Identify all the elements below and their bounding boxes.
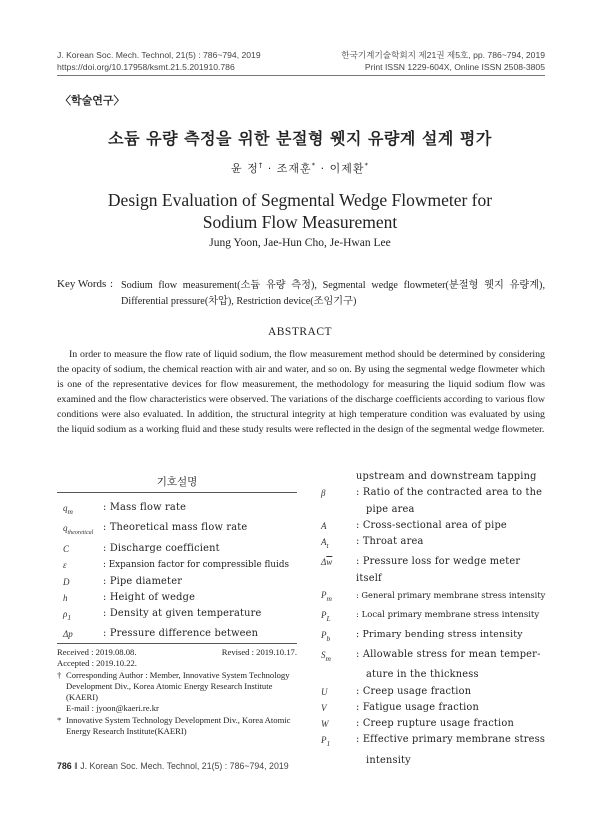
symbol-description: : Creep usage fraction [356,685,472,697]
affiliation-mark: * [311,161,317,170]
symbol-description: : Discharge coefficient [103,543,220,555]
nomenclature-row [316,502,548,518]
symbol-description: ature in the thickness [366,669,479,681]
symbol [316,753,356,769]
nomenclature-row [57,590,302,606]
symbol-description: : Pipe diameter [103,575,183,587]
symbol-description: : Primary bending stress intensity [356,629,523,641]
nomenclature-row [57,626,302,642]
footer-journal: J. Korean Soc. Mech. Technol, 21(5) : 786~794, 2019 [80,761,289,771]
symbol [316,502,356,518]
nomenclature-row [57,541,302,557]
nomenclature-row [316,716,548,732]
affiliation-mark: * [364,161,369,170]
author-1: 윤 정 [231,162,259,175]
symbol-description: : Cross-sectional area of pipe [356,519,507,531]
abstract-title: ABSTRACT [267,326,333,338]
english-title-line: Design Evaluation of Segmental Wedge Flowmeter for [107,190,493,210]
korean-title: 소듐 유량 측정을 위한 분절형 웻지 유량계 설계 평가 [108,129,492,148]
nomenclature-row [316,485,548,501]
nomenclature-row [316,587,548,607]
running-header-left [57,50,261,73]
corresponding-author-text: Corresponding Author : Member, Innovative System Technology Development Div., Korea Atomic Energy Research Institute (KAERI) [66,669,290,703]
nomenclature-row [57,574,302,590]
received-divider [57,643,297,644]
page-footer [57,761,289,771]
author-2: · 조재훈 [263,162,312,175]
symbol-description: : Expansion factor for compressible fluids [103,560,289,571]
symbol: W [321,719,329,730]
nomenclature-row [316,753,548,769]
nomenclature-row [316,700,548,716]
symbol: U [321,686,328,697]
symbol-description: : Ratio of the contracted area to the [356,487,543,499]
received-date: Received : 2019.08.08. [57,647,137,657]
symbol: $P_b$ [321,630,331,643]
page-number: 786 [57,761,72,771]
nomenclature-row [57,606,302,626]
symbol-description: : Fatigue usage fraction [356,701,480,713]
nomenclature-row [316,518,548,534]
nomenclature-row [316,684,548,700]
nomenclature-row [316,554,548,587]
english-title-line: Sodium Flow Measurement [202,212,398,232]
english-title [0,189,600,233]
issn-line: Print ISSN 1229-604X, Online ISSN 2508-3805 [364,61,545,72]
nomenclature-row [316,732,548,752]
symbol: $q_m$ [63,503,73,516]
symbol [316,469,356,485]
symbol: $P_m$ [321,589,332,603]
author-3: · 이제환 [316,162,365,175]
symbol: ε [63,560,67,571]
article-history [57,647,297,737]
symbol: $\rho_1$ [63,609,72,623]
symbol: β [321,488,326,499]
symbol: $S_m$ [321,650,331,663]
symbol: D [63,576,70,587]
journal-citation: J. Korean Soc. Mech. Technol, 21(5) : 786~794, 2019 [57,50,261,60]
running-header-right [341,50,545,73]
symbol: h [63,593,68,604]
symbol: $q_{theoretical}$ [63,523,94,536]
nomenclature-row [316,469,548,485]
symbol-description: : General primary membrane stress intensity [356,589,546,600]
symbol-description: : Pressure difference between [103,628,259,640]
symbol-description: : Effective primary membrane stress [356,734,546,746]
abstract-body: In order to measure the flow rate of liquid sodium, the flow measurement method should be determined by considering the opacity of sodium, the chemical reaction with air and water, and so on. By using the segmental wedge flowmeter which is one of the representative devices for flow measurement, the methodology for measuring the liquid sodium flow was examined and the flow characteristics were observed. The variations of the discharge coefficients according to various flow conditions were also evaluated. In addition, the structural integrity at high temperature condition was evaluated by using the liquid sodium as a working fluid and these study results were reflected in the design of the segmental wedge flowmeter. [57,349,545,435]
keywords-label: Key Words [57,278,107,290]
revised-date: Revised : 2019.10.17. [221,647,297,657]
korean-authors [0,160,600,176]
symbol-description: : Allowable stress for mean temper- [356,649,541,661]
nomenclature-row [57,500,302,520]
symbol: $P_1$ [321,735,331,749]
nomenclature-row [316,647,548,667]
symbol-description: : Height of wedge [103,592,196,604]
nomenclature-right-column [316,469,548,769]
korean-journal-citation: 한국기계기술학회지 제21권 제5호, pp. 786~794, 2019 [341,50,545,60]
nomenclature-divider [57,492,297,493]
header-divider [57,75,545,76]
doi-link[interactable]: https://doi.org/10.17958/ksmt.21.5.201910.786 [57,61,235,72]
symbol-description: : Creep rupture usage fraction [356,718,514,730]
nomenclature-row [57,520,302,541]
symbol: V [321,702,327,713]
symbol: $P_L$ [321,609,331,623]
nomenclature-row [316,667,548,683]
affiliation-text: Innovative System Technology Development Div., Korea Atomic Energy Research Institute(KAERI) [66,714,291,737]
symbol: Δp [63,629,73,640]
section-tag: 〈학술연구〉 [60,94,125,107]
nomenclature-row [57,557,302,573]
email-line[interactable]: E-mail : jyoon@kaeri.re.kr [66,703,159,714]
nomenclature-row [316,534,548,554]
symbol-description: : Throat area [356,536,424,548]
symbol-description: : Pressure loss for wedge meter itself [356,556,521,584]
symbol: $\Delta\overline{w}$ [321,557,333,568]
symbol-description: intensity [366,754,411,766]
footer-separator: ‖ [71,761,81,771]
keywords-text: Sodium flow measurement(소듐 유량 측정), Segmental wedge flowmeter(분절형 웻지 유량계), Differential pressure(차압), Restriction device(조임기구) [121,280,545,307]
symbol-description: : Theoretical mass flow rate [103,522,248,534]
symbol-description: : Mass flow rate [103,502,187,513]
symbol: C [63,544,70,555]
symbol: A [321,520,327,531]
nomenclature-row [316,627,548,647]
accepted-date: Accepted : 2019.10.22. [57,658,137,669]
symbol-description: : Density at given temperature [103,608,262,620]
symbol-description: : Local primary membrane stress intensity [356,609,540,620]
symbol-description-continuation: upstream and downstream tapping [356,471,537,482]
nomenclature-row [316,607,548,627]
keywords-colon: : [110,278,114,290]
affiliation-note [57,715,297,738]
corresponding-mark: † [258,161,264,170]
nomenclature-left-column [57,500,302,643]
asterisk-mark: * [57,714,62,725]
symbol: $A_t$ [321,537,329,550]
english-authors: Jung Yoon, Jae-Hun Cho, Je-Hwan Lee [209,237,391,249]
symbol-description: pipe area [366,503,415,515]
symbol [316,667,356,683]
nomenclature-title: 기호설명 [156,476,198,488]
corresponding-author-note [57,670,297,704]
dagger-mark: † [57,669,62,680]
